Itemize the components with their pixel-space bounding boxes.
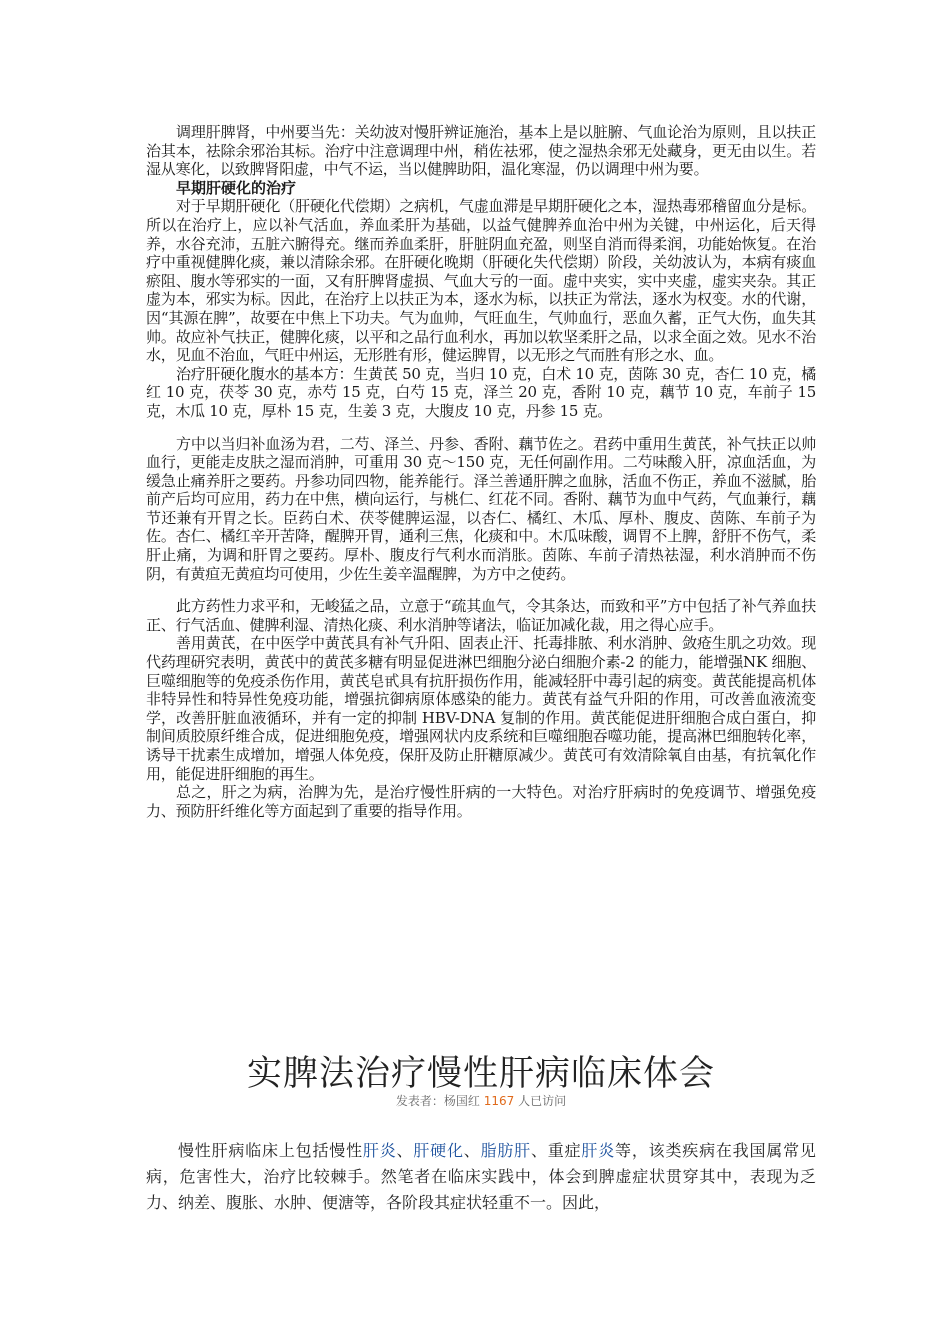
link-cirrhosis[interactable]: 肝硬化 xyxy=(413,1141,464,1160)
body-mid: 、重症 xyxy=(530,1141,582,1160)
body-rest: 等，该类疾病在我国属常见病，危害性大，治疗比较棘手。然笔者在临床实践中，体会到脾虚症状贯穿其中，表现为乏力、纳差、腹胀、水肿、便溏等，各阶段其症状轻重不一。因此， xyxy=(146,1141,816,1212)
separator: 、 xyxy=(396,1141,414,1160)
paragraph-formula-summary: 此方药性力求平和，无峻猛之品，立意于“疏其血气，令其条达，而致和平”方中包括了补气养血扶正、行气活血、健脾利湿、清热化痰、利水消肿等诸法，临证加减化裁，用之得心应手。 xyxy=(146,597,816,634)
article-section xyxy=(146,1052,816,1232)
body-start: 慢性肝病临床上包括慢性 xyxy=(178,1141,363,1160)
article-body xyxy=(146,1138,816,1216)
article-title: 实脾法治疗慢性肝病临床体会 xyxy=(246,1054,715,1094)
visit-count: 1167 xyxy=(483,1094,515,1108)
author-label: 发表者：杨国红 xyxy=(395,1094,484,1108)
link-hepatitis[interactable]: 肝炎 xyxy=(362,1141,397,1160)
paragraph-basic-formula: 治疗肝硬化腹水的基本方：生黄芪 50 克，当归 10 克，白术 10 克，茵陈 30 克，杏仁 10 克，橘红 10 克，茯苓 30 克，赤芍 15 克，白芍 15 克，泽兰 20 克，香附 10 克，藕节 10 克，车前子 15 克，木瓜 10 克，厚朴 15 克，生姜 3 克，大腹皮 10 克，丹参 15 克。 xyxy=(146,364,816,420)
spacer xyxy=(146,583,816,597)
link-severe-hepatitis[interactable]: 肝炎 xyxy=(581,1141,616,1160)
paragraph-liver-spleen-kidney: 调理肝脾肾，中州要当先：关幼波对慢肝辨证施治，基本上是以脏腑、气血论治为原则，且以扶正治其本，祛除余邪治其标。治疗中注意调理中州，稍佐祛邪，使之湿热余邪无处藏身，更无由以生。若湿从寒化，以致脾肾阳虚，中气不运，当以健脾助阳，温化寒湿，仍以调理中州为要。 xyxy=(146,123,816,179)
separator: 、 xyxy=(463,1141,481,1160)
paragraph-formula-explanation: 方中以当归补血汤为君，二芍、泽兰、丹参、香附、藕节佐之。君药中重用生黄芪，补气扶正以帅血行，更能走皮肤之湿而消肿，可重用 30 克～150 克，无任何副作用。二芍味酸入肝，凉血活血，为缓急止痛养肝之要药。丹参功同四物，能养能行。泽兰善通肝脾之血脉，活血不伤正，养血不滋腻，胎前产后均可应用，药力在中焦，横向运行，与桃仁、红花不同。香附、藕节为血中气药，气血兼行，藕节还兼有开胃之长。臣药白术、茯苓健脾运湿，以杏仁、橘红、木瓜、厚朴、腹皮、茵陈、车前子为佐。杏仁、橘红辛开苦降，醒脾开胃，通利三焦，化痰和中。木瓜味酸，调胃不上脾，舒肝不伤气，柔肝止痛，为调和肝胃之要药。厚朴、腹皮行气利水而消胀。茵陈、车前子清热祛湿，利水消肿而不伤阴，有黄疸无黄疸均可使用，少佐生姜辛温醒脾，为方中之使药。 xyxy=(146,434,816,583)
visit-suffix: 人已访问 xyxy=(514,1094,567,1108)
paragraph-astragalus: 善用黄芪，在中医学中黄芪具有补气升阳、固表止汗、托毒排脓、利水消肿、敛疮生肌之功效。现代药理研究表明，黄芪中的黄芪多糖有明显促进淋巴细胞分泌白细胞介素-2 的能力，能增强NK 细胞、巨噬细胞等的免疫杀伤作用，黄芪皂甙具有抗肝损伤作用，能减轻肝中毒引起的病变。黄芪能提高机体非特异性和特异性免疫功能，增强抗御病原体感染的能力。黄芪有益气升阳的作用，可改善血液流变学，改善肝脏血液循环，并有一定的抑制 HBV-DNA 复制的作用。黄芪能促进肝细胞合成白蛋白，抑制间质胶原纤维合成，促进细胞免疫，增强网状内皮系统和巨噬细胞吞噬功能，提高淋巴细胞转化率，诱导干扰素生成增加，增强人体免疫，保肝及防止肝糖原减少。黄芪可有效清除氧自由基，有抗氧化作用，能促进肝细胞的再生。 xyxy=(146,634,816,783)
paragraph-conclusion: 总之，肝之为病，治脾为先，是治疗慢性肝病的一大特色。对治疗肝病时的免疫调节、增强免疫力、预防肝纤维化等方面起到了重要的指导作用。 xyxy=(146,783,816,820)
document-section xyxy=(146,123,816,820)
article-meta xyxy=(146,1094,816,1108)
section-heading-early-cirrhosis: 早期肝硬化的治疗 xyxy=(176,178,297,197)
spacer xyxy=(146,421,816,435)
link-fatty-liver[interactable]: 脂肪肝 xyxy=(480,1141,531,1160)
paragraph-early-cirrhosis: 对于早期肝硬化（肝硬化代偿期）之病机，气虚血滞是早期肝硬化之本，湿热毒邪稽留血分是标。所以在治疗上，应以补气活血，养血柔肝为基础，以益气健脾养血治中州为关键，中州运化，后天得养，水谷充沛，五脏六腑得充。继而养血柔肝，肝脏阴血充盈，则坚自消而得柔润，功能始恢复。在治疗中重视健脾化痰，兼以清除余邪。在肝硬化晚期（肝硬化失代偿期）阶段，关幼波认为，本病有痰血瘀阻、腹水等邪实的一面，又有肝脾肾虚损、气血大亏的一面。虚中夹实，实中夹虚，虚实夹杂。其正虚为本，邪实为标。因此，在治疗上以扶正为本，逐水为标，以扶正为常法，逐水为权变。水的代谢，因“其源在脾”，故要在中焦上下功夫。气为血帅，气旺血生，气帅血行，恶血久蓄，正气大伤，血失其帅。故应补气扶正，健脾化痰，以平和之品行血利水，再加以软坚柔肝之品，以求全面之效。见水不治水，见血不治血，气旺中州运，无形胜有形，健运脾胃，以无形之气而胜有形之水、血。 xyxy=(146,197,816,365)
